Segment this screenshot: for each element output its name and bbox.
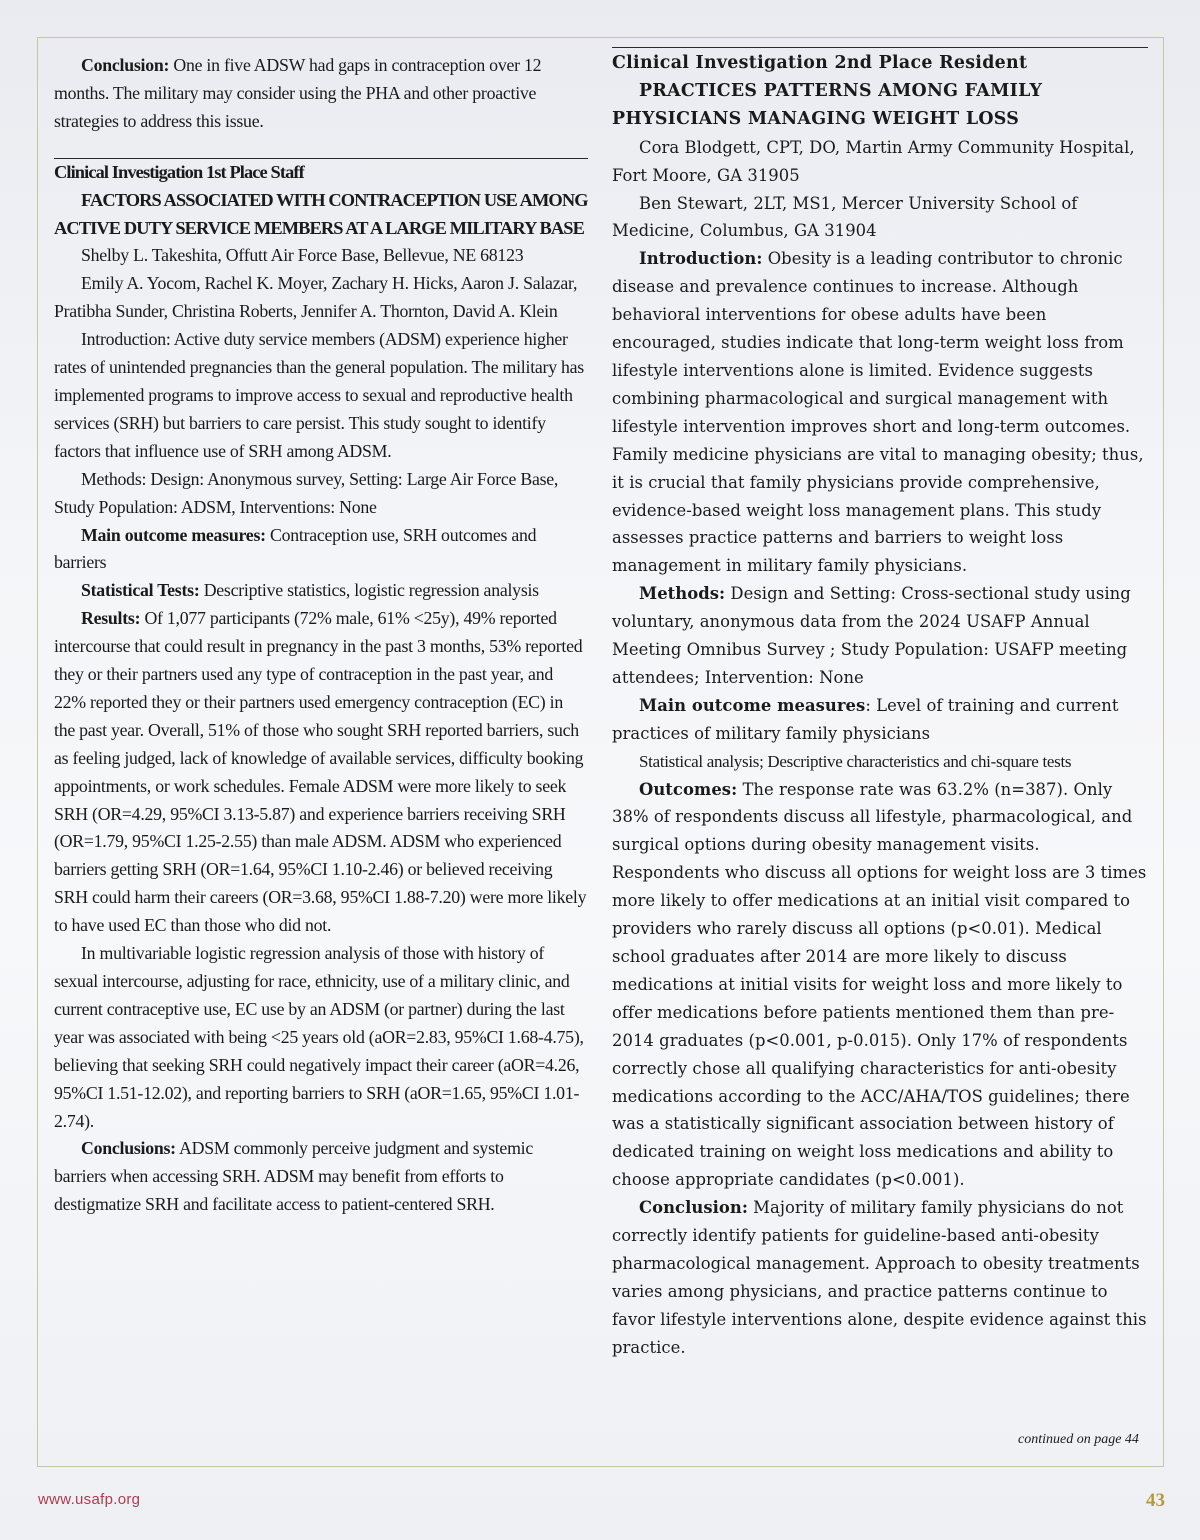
author-line-1-right: Cora Blodgett, CPT, DO, Martin Army Community Hospital, Fort Moore, GA 31905	[612, 137, 1135, 185]
article-title: FACTORS ASSOCIATED WITH CONTRACEPTION USE AMONG ACTIVE DUTY SERVICE MEMBERS AT A LARGE MILITARY BASE	[54, 189, 588, 238]
main-outcome-paragraph-right	[612, 692, 1148, 748]
main-outcome-text: Contraception use, SRH outcomes and barriers	[54, 524, 537, 573]
author-line-2: Emily A. Yocom, Rachel K. Moyer, Zachary H. Hicks, Aaron J. Salazar, Pratibha Sunder, Christina Roberts, Jennifer A. Thornton, David A. Klein	[54, 273, 578, 322]
methods-paragraph-right	[612, 580, 1148, 692]
right-column	[612, 52, 1148, 1362]
conclusions-paragraph	[54, 1135, 588, 1219]
section-label: Clinical Investigation 1st Place Staff	[54, 161, 304, 182]
introduction-label-right: Introduction:	[639, 249, 763, 269]
author-line-2-right: Ben Stewart, 2LT, MS1, Mercer University School of Medicine, Columbus, GA 31904	[612, 193, 1078, 241]
outcomes-text-right: The response rate was 63.2% (n=387). Only 38% of respondents discuss all lifestyle, pharmacological, and surgical options during obesity management visits. Respondents who discuss all options for weight loss are 3 times more likely to offer medications at an initial visit compared to providers who rarely discuss all options (p<0.01). Medical school graduates after 2014 are more likely to discuss medications at initial visits for weight loss and more likely to offer medications before patients mentioned them than pre-2014 graduates (p<0.001, p-0.015). Only 17% of respondents correctly chose all qualifying characteristics for anti-obesity medications according to the ACC/AHA/TOS guidelines; there was a statistically significant association between history of dedicated training on weight loss medications and ability to choose appropriate candidates (p<0.001).	[612, 779, 1147, 1190]
left-column	[54, 52, 588, 1219]
page-number: 43	[1146, 1490, 1165, 1511]
conclusion-paragraph-right	[612, 1194, 1148, 1361]
main-outcome-label: Main outcome measures:	[81, 524, 266, 545]
introduction-paragraph-right	[612, 245, 1148, 580]
results-label: Results:	[81, 608, 141, 629]
footer-website-link[interactable]: www.usafp.org	[38, 1491, 141, 1508]
stat-tests-text: Descriptive statistics, logistic regression analysis	[199, 580, 539, 601]
introduction-paragraph: Introduction: Active duty service members (ADSM) experience higher rates of unintended pregnancies than the general population. The military has implemented programs to improve access to sexual and reproductive health services (SRH) but barriers to care persist. This study sought to identify factors that influence use of SRH among ADSM.	[54, 329, 584, 461]
results-paragraph	[54, 605, 588, 940]
results-text: Of 1,077 participants (72% male, 61% <25y), 49% reported intercourse that could result in pregnancy in the past 3 months, 53% reported they or their partners used any type of contraception in the past year, and 22% reported they or their partners used emergency contraception (EC) in the past year. Overall, 51% of those who sought SRH reported barriers, such as feeling judged, lack of knowledge of available services, difficulty booking appointments, or work schedules. Female ADSM were more likely to seek SRH (OR=4.29, 95%CI 3.13-5.87) and experience barriers receiving SRH (OR=1.79, 95%CI 1.25-2.55) than male ADSM. ADSM who experienced barriers getting SRH (OR=1.64, 95%CI 1.10-2.46) or believed receiving SRH could harm their careers (OR=3.68, 95%CI 1.88-7.20) were more likely to have used EC than those who did not.	[54, 608, 587, 936]
conclusion-paragraph-top	[54, 52, 588, 136]
methods-text-right: Design and Setting: Cross-sectional study using voluntary, anonymous data from the 2024 USAFP Annual Meeting Omnibus Survey ; Study Population: USAFP meeting attendees; Intervention: None	[612, 584, 1131, 687]
stat-tests-label: Statistical Tests:	[81, 580, 200, 601]
section-label-right: Clinical Investigation 2nd Place Resident	[612, 53, 1028, 73]
stat-tests-paragraph	[54, 577, 588, 605]
article-title-right: PRACTICES PATTERNS AMONG FAMILY PHYSICIANS MANAGING WEIGHT LOSS	[612, 80, 1043, 129]
conclusion-text-right: Majority of military family physicians do not correctly identify patients for guideline-based anti-obesity pharmacological management. Approach to obesity treatments varies among physicians, and practice patterns continue to favor lifestyle interventions alone, despite evidence against this practice.	[612, 1198, 1147, 1357]
main-outcome-paragraph	[54, 522, 588, 578]
conclusions-text: ADSM commonly perceive judgment and systemic barriers when accessing SRH. ADSM may benefit from efforts to destigmatize SRH and facilitate access to patient-centered SRH.	[54, 1138, 533, 1215]
main-outcome-text-right: : Level of training and current practices of military family physicians	[612, 695, 1119, 743]
author-line-1: Shelby L. Takeshita, Offutt Air Force Base, Bellevue, NE 68123	[81, 245, 524, 266]
methods-label-right: Methods:	[639, 584, 726, 604]
outcomes-paragraph-right	[612, 776, 1148, 1195]
conclusion-label: Conclusion:	[81, 55, 170, 75]
introduction-text-right: Obesity is a leading contributor to chronic disease and prevalence continues to increase. Although behavioral interventions for obese adults have been encouraged, studies indicate that long-term weight loss from lifestyle interventions alone is limited. Evidence suggests combining pharmacological and surgical management with lifestyle intervention improves short and long-term outcomes. Family medicine physicians are vital to managing obesity; thus, it is crucial that family physicians provide comprehensive, evidence-based weight loss management plans. This study assesses practice patterns and barriers to weight loss management in military family physicians.	[612, 249, 1144, 576]
methods-paragraph: Methods: Design: Anonymous survey, Setting: Large Air Force Base, Study Population: ADSM, Interventions: None	[54, 468, 559, 517]
conclusions-label: Conclusions:	[81, 1138, 176, 1159]
conclusion-text: One in five ADSW had gaps in contraception over 12 months. The military may consider using the PHA and other proactive strategies to address this issue.	[54, 55, 542, 131]
continued-note: continued on page 44	[1018, 1432, 1139, 1447]
main-outcome-label-right: Main outcome measures	[639, 695, 866, 715]
multivariable-paragraph: In multivariable logistic regression analysis of those with history of sexual intercourse, adjusting for race, ethnicity, use of a military clinic, and current contraceptive use, EC use by an ADSM (or partner) during the last year was associated with being <25 years old (aOR=2.83, 95%CI 1.68-4.75), believing that seeking SRH could negatively impact their career (aOR=4.26, 95%CI 1.51-12.02), and reporting barriers to SRH (aOR=1.65, 95%CI 1.01-2.74).	[54, 943, 584, 1131]
stat-analysis-paragraph-right: Statistical analysis; Descriptive characteristics and chi-square tests	[639, 751, 1072, 771]
outcomes-label-right: Outcomes:	[639, 779, 738, 799]
section-divider-right	[612, 47, 1148, 48]
conclusion-label-right: Conclusion:	[639, 1198, 748, 1218]
